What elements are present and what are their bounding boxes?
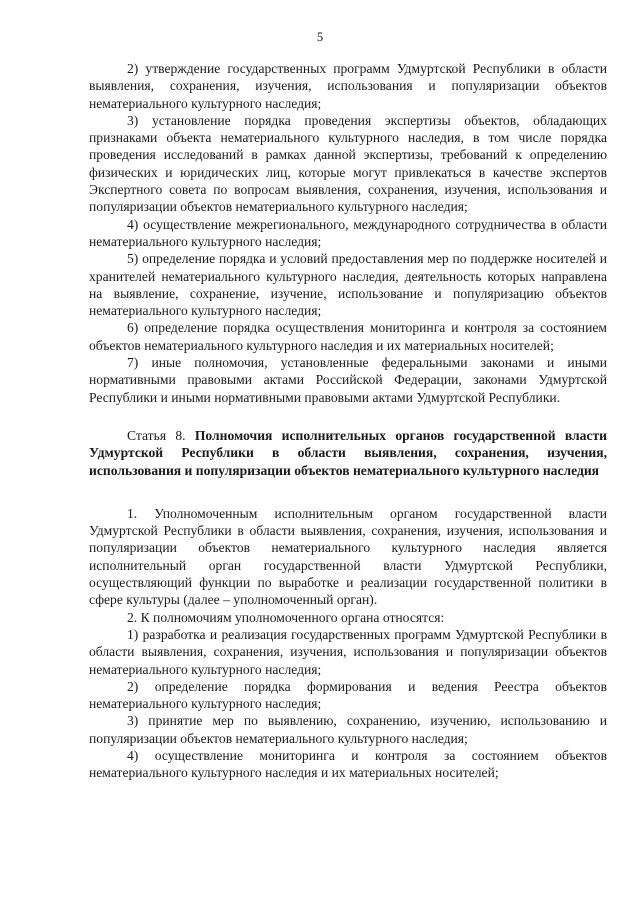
page-number: 5 bbox=[316, 30, 324, 44]
article-heading bbox=[89, 427, 607, 479]
list-item: 4) осуществление межрегионального, международного сотрудничества в области нематериального культурного наследия; bbox=[89, 216, 607, 249]
list-item: 3) принятие мер по выявлению, сохранению, изучению, использованию и популяризации объектов нематериального культурного наследия; bbox=[89, 713, 607, 746]
list-item: 7) иные полномочия, установленные федеральными законами и иными нормативными правовыми актами Российской Федерации, законами Удмуртской Республики и иными нормативными правовыми актами Удмуртской Республики. bbox=[89, 355, 607, 405]
list-item: 2) утверждение государственных программ Удмуртской Республики в области выявления, сохранения, изучения, использования и популяризации объектов нематериального культурного наследия; bbox=[89, 61, 607, 111]
list-item: 5) определение порядка и условий предоставления мер по поддержке носителей и хранителей нематериального культурного наследия, деятельность которых направлена на выявление, сохранение, изучение, использование и популяризацию объектов нематериального культурного наследия; bbox=[89, 251, 607, 319]
article-label: Статья 8. bbox=[127, 427, 186, 443]
list-item: 1) разработка и реализация государственных программ Удмуртской Республики в области выявления, сохранения, изучения, использования и популяризации объектов нематериального культурного наследия; bbox=[89, 626, 607, 677]
document-body bbox=[89, 60, 607, 782]
list-item: 2. К полномочиям уполномоченного органа относятся: bbox=[127, 609, 445, 625]
list-item: 4) осуществление мониторинга и контроля за состоянием объектов нематериального культурного наследия и их материальных носителей; bbox=[89, 747, 607, 781]
list-item: 2) определение порядка формирования и ведения Реестра объектов нематериального культурного наследия; bbox=[89, 678, 607, 712]
article-title: Полномочия исполнительных органов государственной власти Удмуртской Республики в области выявления, сохранения, изучения, использования и популяризации объектов нематериального культурного наследия bbox=[89, 427, 607, 478]
list-item: 6) определение порядка осуществления мониторинга и контроля за состоянием объектов нематериального культурного наследия и их материальных носителей; bbox=[89, 320, 607, 353]
list-item: 1. Уполномоченным исполнительным органом государственной власти Удмуртской Республики в области выявления, сохранения, изучения, использования и популяризации объектов нематериального культурного наследия является исполнительный орган государственной власти Удмуртской Республики, осуществляющий функции по выработке и реализации государственной политики в сфере культуры (далее – уполномоченный орган). bbox=[89, 505, 607, 608]
list-item: 3) установление порядка проведения экспертизы объектов, обладающих признаками объекта нематериального культурного наследия, в том числе порядка проведения исследований в рамках данной экспертизы, требований к определению физических и юридических лиц, которые могут привлекаться в качестве экспертов Экспертного совета по вопросам выявления, сохранения, изучения, использования и популяризации объектов нематериального культурного наследия; bbox=[89, 112, 607, 215]
